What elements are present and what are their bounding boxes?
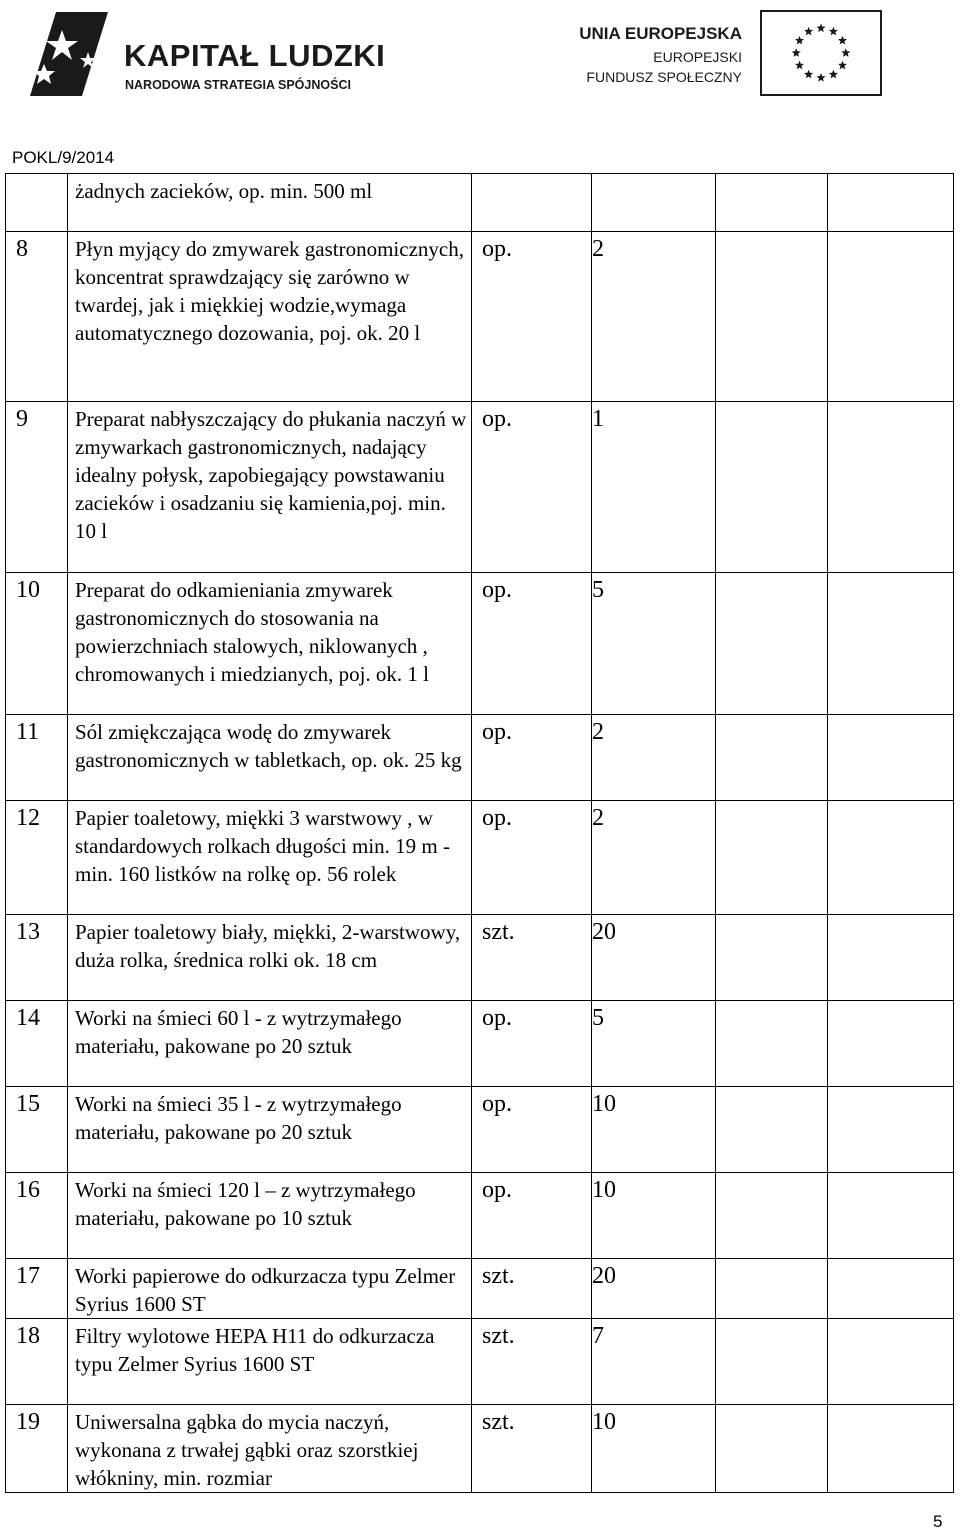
table-row (6, 1259, 954, 1319)
item-description: Preparat nabłyszczający do płukania naczyń w zmywarkach gastronomicznych, nadający idealny połysk, zapobiegający powstawaniu zacieków i osadzaniu się kamienia,poj. min. 10 l (68, 402, 472, 573)
item-description: Filtry wylotowe HEPA H11 do odkurzacza typu Zelmer Syrius 1600 ST (68, 1319, 472, 1405)
empty-cell (716, 174, 828, 232)
item-description: Płyn myjący do zmywarek gastronomicznych, koncentrat sprawdzający się zarówno w twardej, jak i miękkiej wodzie,wymaga automatycznego dozowania, poj. ok. 20 l (68, 232, 472, 402)
table-row (6, 1173, 954, 1259)
empty-cell (716, 573, 828, 715)
item-unit: op. (472, 801, 592, 915)
item-quantity: 10 (592, 1173, 716, 1259)
table-row (6, 715, 954, 801)
star-icon (816, 23, 825, 32)
empty-cell (828, 1173, 954, 1259)
table-row (6, 1087, 954, 1173)
table-row (6, 915, 954, 1001)
empty-cell (716, 1319, 828, 1405)
empty-cell (828, 174, 954, 232)
empty-cell (716, 1405, 828, 1493)
items-table (5, 173, 954, 1493)
empty-cell (828, 402, 954, 573)
star-icon (829, 70, 838, 79)
item-quantity: 20 (592, 1259, 716, 1319)
star-icon (838, 36, 847, 45)
item-quantity: 2 (592, 801, 716, 915)
item-quantity: 2 (592, 715, 716, 801)
star-icon (804, 70, 813, 79)
item-description: Sól zmiękczająca wodę do zmywarek gastronomicznych w tabletkach, op. ok. 25 kg (68, 715, 472, 801)
item-number: 10 (6, 573, 68, 715)
item-unit: szt. (472, 1405, 592, 1493)
page-number: 5 (933, 1512, 943, 1531)
eu-logo (570, 8, 890, 98)
star-icon (804, 27, 813, 36)
star-icon (838, 61, 847, 70)
item-description: Worki na śmieci 35 l - z wytrzymałego materiału, pakowane po 20 sztuk (68, 1087, 472, 1173)
empty-cell (716, 801, 828, 915)
item-quantity: 2 (592, 232, 716, 402)
star-icon (816, 73, 825, 82)
item-description: Uniwersalna gąbka do mycia naczyń, wykonana z trwałej gąbki oraz szorstkiej włókniny, min. rozmiar (68, 1405, 472, 1493)
table-row (6, 232, 954, 402)
item-number: 19 (6, 1405, 68, 1493)
empty-cell (716, 1001, 828, 1087)
empty-cell (828, 573, 954, 715)
empty-cell (828, 1319, 954, 1405)
table-row (6, 1319, 954, 1405)
item-description: żadnych zacieków, op. min. 500 ml (68, 174, 472, 232)
star-icon (829, 27, 838, 36)
empty-cell (828, 801, 954, 915)
item-unit: op. (472, 402, 592, 573)
empty-cell (828, 715, 954, 801)
item-description: Worki papierowe do odkurzacza typu Zelmer Syrius 1600 ST (68, 1259, 472, 1319)
empty-cell (716, 915, 828, 1001)
item-unit (472, 174, 592, 232)
item-unit: op. (472, 1001, 592, 1087)
document-reference: POKL/9/2014 (12, 148, 115, 167)
item-quantity: 1 (592, 402, 716, 573)
empty-cell (828, 1259, 954, 1319)
kapital-ludzki-logo-icon (22, 8, 114, 98)
star-icon (841, 48, 850, 57)
empty-cell (828, 232, 954, 402)
item-number: 17 (6, 1259, 68, 1319)
item-unit: szt. (472, 915, 592, 1001)
empty-cell (716, 715, 828, 801)
item-unit: szt. (472, 1259, 592, 1319)
item-number: 12 (6, 801, 68, 915)
item-description: Worki na śmieci 120 l – z wytrzymałego materiału, pakowane po 10 sztuk (68, 1173, 472, 1259)
empty-cell (716, 1173, 828, 1259)
table-row (6, 1001, 954, 1087)
kapital-ludzki-logo (22, 8, 386, 98)
star-icon (795, 36, 804, 45)
item-unit: op. (472, 1087, 592, 1173)
star-icon (795, 61, 804, 70)
item-number: 16 (6, 1173, 68, 1259)
table-row (6, 573, 954, 715)
item-unit: op. (472, 573, 592, 715)
table-row (6, 174, 954, 232)
item-unit: op. (472, 1173, 592, 1259)
item-number: 8 (6, 232, 68, 402)
empty-cell (716, 402, 828, 573)
eu-logo-line3: FUNDUSZ SPOŁECZNY (586, 69, 742, 85)
eu-logo-line1: UNIA EUROPEJSKA (579, 24, 742, 43)
empty-cell (828, 1405, 954, 1493)
item-number: 14 (6, 1001, 68, 1087)
item-unit: op. (472, 715, 592, 801)
item-description: Papier toaletowy biały, miękki, 2-warstwowy, duża rolka, średnica rolki ok. 18 cm (68, 915, 472, 1001)
empty-cell (716, 232, 828, 402)
item-description: Preparat do odkamieniania zmywarek gastronomicznych do stosowania na powierzchniach stalowych, niklowanych , chromowanych i miedzianych, poj. ok. 1 l (68, 573, 472, 715)
item-quantity (592, 174, 716, 232)
empty-cell (716, 1087, 828, 1173)
item-quantity: 20 (592, 915, 716, 1001)
eu-flag-icon (760, 10, 882, 96)
table-row (6, 1405, 954, 1493)
item-number: 13 (6, 915, 68, 1001)
item-number: 18 (6, 1319, 68, 1405)
table-row (6, 402, 954, 573)
table-row (6, 801, 954, 915)
empty-cell (828, 915, 954, 1001)
empty-cell (828, 1087, 954, 1173)
eu-logo-line2: EUROPEJSKI (653, 49, 742, 65)
logo-subtitle: NARODOWA STRATEGIA SPÓJNOŚCI (125, 78, 351, 92)
item-quantity: 10 (592, 1405, 716, 1493)
item-unit: szt. (472, 1319, 592, 1405)
empty-cell (828, 1001, 954, 1087)
logo-title: KAPITAŁ LUDZKI (124, 38, 386, 73)
item-number: 15 (6, 1087, 68, 1173)
item-quantity: 7 (592, 1319, 716, 1405)
item-number (6, 174, 68, 232)
item-unit: op. (472, 232, 592, 402)
item-number: 11 (6, 715, 68, 801)
empty-cell (716, 1259, 828, 1319)
item-quantity: 5 (592, 573, 716, 715)
item-quantity: 5 (592, 1001, 716, 1087)
item-quantity: 10 (592, 1087, 716, 1173)
item-number: 9 (6, 402, 68, 573)
item-description: Worki na śmieci 60 l - z wytrzymałego materiału, pakowane po 20 sztuk (68, 1001, 472, 1087)
item-description: Papier toaletowy, miękki 3 warstwowy , w standardowych rolkach długości min. 19 m - min. 160 listków na rolkę op. 56 rolek (68, 801, 472, 915)
star-icon (792, 48, 801, 57)
